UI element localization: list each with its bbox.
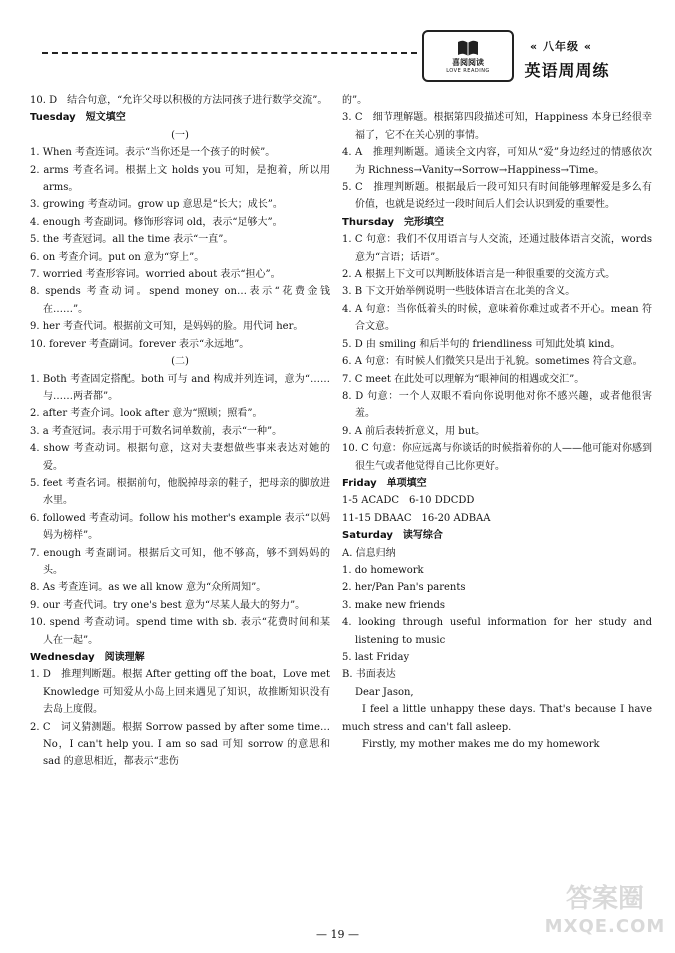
brand-title: 英语周周练	[524, 61, 610, 80]
watermark-en: MXQE.COM	[544, 916, 666, 937]
book-icon	[456, 38, 480, 58]
answer-item: 10. D 结合句意，“允许父母以积极的方法同孩子进行数学交流”。	[30, 95, 328, 106]
answer-item: 5. last Friday	[342, 652, 410, 663]
right-column	[342, 92, 652, 753]
answer-item: 8. D 句意：一个人双眼不看向你说明他对你不感兴趣，或者他很害羞。	[342, 390, 652, 420]
answer-item: 4. A 推理判断题。通读全文内容，可知从“爱”身边经过的情感依次为 Richness→Vanity→Sorrow→Happiness→Time。	[342, 147, 652, 176]
answer-item: 3. growing 考查动词。grow up 意思是“长大；成长”。	[30, 199, 283, 211]
answer-item: 8. spends 考查动词。spend money on…表示“花费金钱在……”。	[30, 286, 330, 315]
answer-item: 2. arms 考查名词。根据上文 holds you 可知，是抱着，所以用 arms。	[30, 164, 330, 194]
answer-item: 7. C meet 在此处可以理解为“眼神间的相遇或交汇”。	[342, 373, 585, 385]
essay-paragraph: I feel a little unhappy these days. That's because I have much stress and can't fall asleep.	[342, 704, 652, 733]
logo-cn-text: 喜阅阅读	[452, 57, 484, 67]
answer-item: 5. the 考查冠词。all the time 表示“一直”。	[30, 234, 234, 246]
answer-item: 6. A 句意：有时候人们微笑只是出于礼貌。sometimes 符合文意。	[342, 356, 643, 368]
answer-item: 2. her/Pan Pan's parents	[342, 582, 466, 594]
subsection-label: (一)	[171, 129, 189, 141]
answer-item: 6. followed 考查动词。follow his mother's example 表示“以妈妈为榜样”。	[30, 512, 330, 542]
answer-item: 10. C 句意：你应远离与你谈话的时候指着你的人——他可能对你感到很生气或者他觉得自己比你更好。	[342, 443, 652, 472]
section-heading: Saturday 读写综合	[342, 530, 443, 542]
answer-line: B. 书面表达	[342, 669, 396, 681]
answer-item: 4. looking through useful information for her study and listening to music	[342, 617, 652, 646]
answer-item: 1. Both 考查固定搭配。both 可与 and 构成并列连词，意为“……与……两者都”。	[30, 373, 330, 402]
answer-item: 10. spend 考查动词。spend time with sb. 表示“花费时间和某人在一起”。	[30, 617, 330, 646]
answer-item: 3. B 下文开始举例说明一些肢体语言在北美的含义。	[342, 286, 576, 298]
answer-item: 5. C 推理判断题。根据最后一段可知只有时间能够理解爱是多么有价值，也就是说经过一段时间后人们会认识到爱的重要性。	[342, 182, 652, 211]
answer-item: 1. When 考查连词。表示“当你还是一个孩子的时候”。	[30, 147, 276, 159]
grade-text: 八年级	[543, 40, 579, 53]
answer-item: 1. C 句意：我们不仅用语言与人交流，还通过肢体语言交流，words 意为“言语；话语”。	[342, 234, 652, 263]
site-watermark	[540, 885, 670, 941]
answer-item: 3. a 考查冠词。表示用于可数名词单数前，表示“一种”。	[30, 425, 283, 437]
answer-item: 6. on 考查介词。put on 意为“穿上”。	[30, 251, 205, 263]
answer-line: 11-15 DBAAC 16-20 ADBAA	[342, 512, 491, 524]
answer-item: 9. her 考查代词。根据前文可知，是妈妈的脸。用代词 her。	[30, 321, 304, 333]
answer-item: 9. A 前后表转折意义，用 but。	[342, 425, 486, 437]
answer-line: 的”。	[342, 95, 368, 106]
section-heading: Friday 单项填空	[342, 477, 427, 489]
section-heading: Thursday 完形填空	[342, 216, 445, 228]
section-heading: Tuesday 短文填空	[30, 112, 126, 124]
answer-item: 7. enough 考查副词。根据后文可知，他不够高，够不到妈妈的头。	[30, 547, 330, 576]
answer-item: 2. C 词义猜测题。根据 Sorrow passed by after some time…No，I can't help you. I am so sad 可知 sorrow 的意思和 sad 的意思相近，都表示“悲伤	[30, 721, 330, 768]
header-dashed-rule	[42, 52, 417, 54]
watermark-cn: 答案圈	[565, 884, 644, 914]
double-chevron-right-icon: «	[583, 40, 592, 53]
page-number: — 19 —	[316, 928, 359, 941]
answer-item: 10. forever 考查副词。forever 表示“永远地”。	[30, 338, 250, 350]
answer-line: 1-5 ACADC 6-10 DDCDD	[342, 495, 475, 507]
left-column	[30, 92, 330, 771]
answer-item: 2. A 根据上下文可以判断肢体语言是一种很重要的交流方式。	[342, 269, 616, 281]
essay-paragraph: Firstly, my mother makes me do my homework	[362, 739, 600, 751]
answer-line: A. 信息归纳	[342, 547, 396, 559]
answer-item: 1. D 推理判断题。根据 After getting off the boat，Love met Knowledge 可知爱从小岛上回来遇见了知识，故推断知识没有去岛上度假。	[30, 669, 330, 716]
answer-item: 3. C 细节理解题。根据第四段描述可知，Happiness 本身已经很幸福了，它不在关心别的事情。	[342, 112, 652, 141]
answer-item: 1. do homework	[342, 564, 424, 576]
grade-label	[512, 38, 610, 54]
answer-item: 4. show 考查动词。根据句意，这对夫妻想做些事来表达对她的爱。	[30, 443, 330, 472]
answer-item: 4. enough 考查副词。修饰形容词 old，表示“足够大”。	[30, 216, 283, 228]
answer-item: 2. after 考查介词。look after 意为“照顾；照看”。	[30, 408, 263, 420]
answer-item: 5. D 由 smiling 和后半句的 friendliness 可知此处填 kind。	[342, 338, 621, 350]
section-heading: Wednesday 阅读理解	[30, 652, 145, 663]
answer-item: 9. our 考查代词。try one's best 意为“尽某人最大的努力”。	[30, 599, 306, 611]
answer-item: 5. feet 考查名词。根据前句，他脱掉母亲的鞋子，把母亲的脚放进水里。	[30, 477, 330, 507]
double-chevron-left-icon: «	[530, 40, 539, 53]
answer-item: 7. worried 考查形容词。worried about 表示“担心”。	[30, 269, 281, 281]
publisher-logo	[422, 30, 514, 82]
logo-en-text: LOVE READING	[446, 67, 490, 74]
subsection-label: (二)	[171, 356, 189, 368]
essay-salutation: Dear Jason,	[355, 686, 414, 698]
answer-item: 8. As 考查连词。as we all know 意为“众所周知”。	[30, 582, 267, 594]
answer-item: 4. A 句意：当你低着头的时候，意味着你难过或者不开心。mean 符合文意。	[342, 303, 652, 333]
answer-item: 3. make new friends	[342, 599, 445, 611]
